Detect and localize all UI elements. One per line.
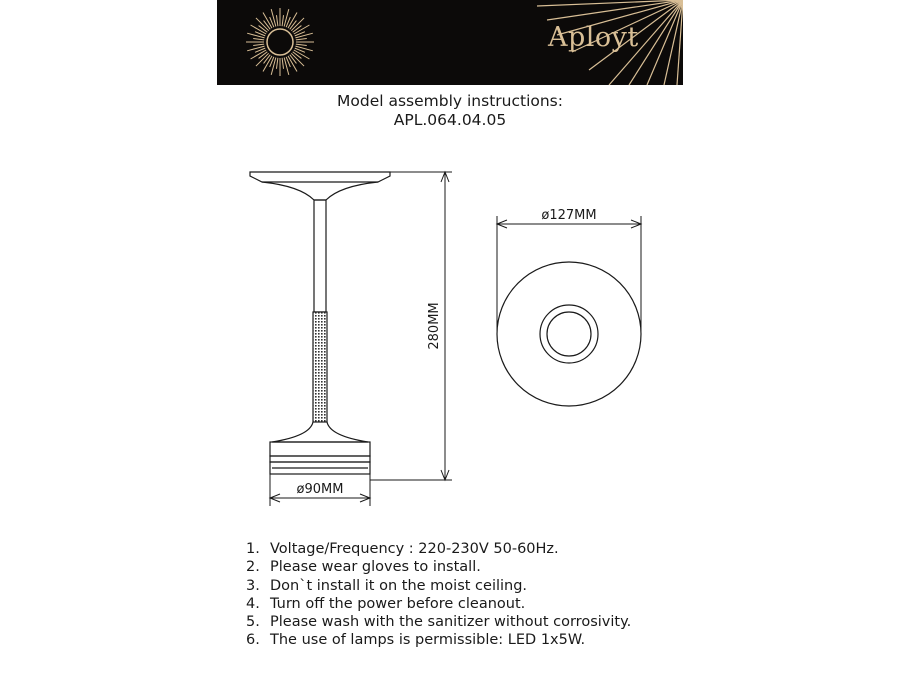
item-text: Please wear gloves to install.	[270, 559, 481, 576]
model-code: APL.064.04.05	[393, 111, 507, 129]
brand-name: Aployt	[548, 22, 639, 53]
item-number: 1.	[246, 541, 260, 557]
item-number: 2.	[246, 559, 260, 576]
item-number: 3.	[246, 577, 260, 594]
list-item	[246, 613, 631, 631]
list-item	[246, 540, 631, 558]
item-text: The use of lamps is permissible: LED 1x5W.	[270, 632, 586, 649]
instructions-list	[246, 540, 631, 650]
item-text: Voltage/Frequency : 220-230V 50-60Hz.	[270, 541, 559, 557]
list-item	[246, 631, 631, 649]
item-number: 4.	[246, 595, 260, 612]
canopy-width-dimension	[497, 216, 641, 334]
document-title: Model assembly instructions:	[337, 92, 563, 110]
list-item	[246, 577, 631, 595]
list-item	[246, 558, 631, 576]
base-diameter-label: ø90MM	[296, 482, 344, 497]
canopy-diameter-label: ø127MM	[541, 208, 597, 223]
canopy-side-view	[250, 172, 390, 200]
list-item	[246, 595, 631, 613]
item-number: 5.	[246, 614, 260, 631]
knurled-grip	[313, 312, 327, 422]
item-text: Turn off the power before cleanout.	[270, 595, 526, 612]
lamp-head	[270, 422, 370, 474]
item-number: 6.	[246, 632, 260, 649]
item-text: Please wash with the sanitizer without corrosivity.	[270, 614, 632, 631]
upper-rod	[314, 200, 326, 312]
top-view	[497, 262, 641, 406]
height-label: 280MM	[427, 302, 442, 350]
item-text: Don`t install it on the moist ceiling.	[270, 577, 528, 594]
